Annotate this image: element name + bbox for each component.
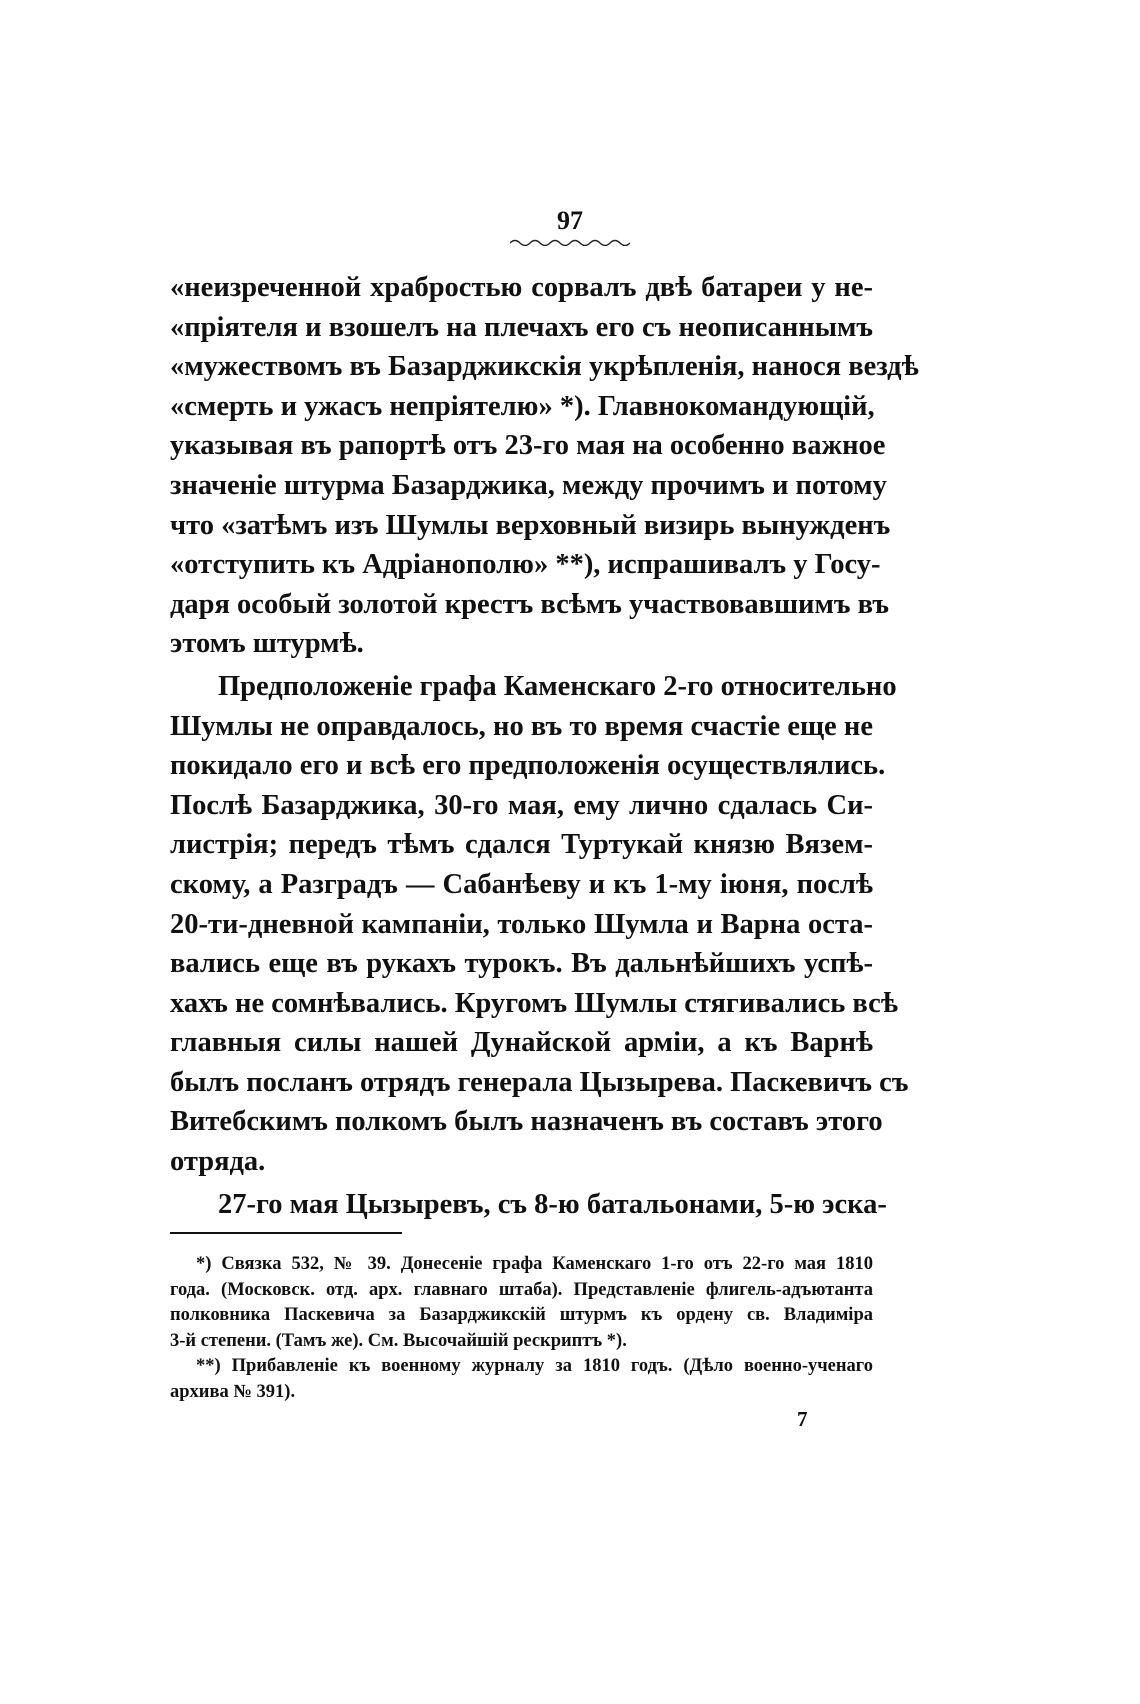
text-line: «пріятеля и взошелъ на плечахъ его съ неописаннымъ — [170, 311, 873, 343]
footnotes — [170, 1252, 873, 1406]
text-line: что «затѣмъ изъ Шумлы верховный визирь вынужденъ — [170, 509, 891, 541]
text-line: Предположеніе графа Каменскаго 2-го относительно — [218, 670, 897, 702]
text-line: указывая въ рапортѣ отъ 23-го мая на особенно важное — [170, 430, 886, 462]
text-line: листрія; передъ тѣмъ сдался Туртукай князю Вязем- — [170, 829, 873, 861]
text-line: Послѣ Базарджика, 30-го мая, ему лично сдалась Си- — [170, 789, 873, 821]
text-line: «отступить къ Адріанополю» **), испрашивалъ у Госу- — [170, 549, 881, 581]
page-number-text: 97 — [557, 206, 583, 235]
main-text — [170, 268, 919, 1224]
footnote-line: *) Связка 532, № 39. Донесеніе графа Каменскаго 1-го отъ 22-го мая 1810 — [196, 1254, 873, 1274]
text-line: главныя силы нашей Дунайской арміи, а къ Варнѣ — [170, 1027, 873, 1059]
footnote-line: архива № 391). — [170, 1381, 296, 1402]
footnote-divider — [170, 1232, 402, 1234]
footnote-line: года. (Московск. отд. арх. главнаго штаба). Представленіе флигель-адъютанта — [170, 1279, 873, 1300]
decorative-wave-ornament — [510, 238, 630, 246]
text-line: покидало его и всѣ его предположенія осуществлялись. — [170, 750, 886, 782]
text-line: скому, а Разградъ — Сабанѣеву и къ 1-му іюня, послѣ — [170, 868, 873, 900]
text-line: былъ посланъ отрядъ генерала Цызырева. Паскевичъ съ — [170, 1066, 909, 1098]
page-number — [0, 208, 1140, 246]
text-line: даря особый золотой крестъ всѣмъ участвовавшимъ въ — [170, 588, 889, 620]
text-line: «смерть и ужасъ непріятелю» *). Главнокомандующій, — [170, 390, 875, 422]
text-line: «неизреченной храбростью сорвалъ двѣ батареи у не- — [170, 272, 873, 303]
footnote-line: полковника Паскевича за Базарджикскій штурмъ къ ордену св. Владиміра — [170, 1305, 873, 1326]
text-line: вались еще въ рукахъ турокъ. Въ дальнѣйшихъ успѣ- — [170, 948, 873, 980]
text-line: отряда. — [170, 1146, 266, 1178]
text-line: «мужествомъ въ Базарджикскія укрѣпленія, нанося вездѣ — [170, 351, 919, 383]
text-line: значеніе штурма Базарджика, между прочимъ и потому — [170, 469, 887, 501]
footnote-line: **) Прибавленіе къ военному журналу за 1810 годъ. (Дѣло военно-ученаго — [196, 1356, 873, 1377]
text-line: Витебскимъ полкомъ былъ назначенъ въ составъ этого — [170, 1106, 883, 1138]
text-line: Шумлы не оправдалось, но въ то время счастіе еще не — [170, 710, 873, 742]
text-line: этомъ штурмѣ. — [170, 628, 364, 660]
printer-signature-mark: 7 — [797, 1407, 808, 1431]
footnote-line: 3-й степени. (Тамъ же). См. Высочайшій рескриптъ *). — [170, 1330, 627, 1351]
text-line: хахъ не сомнѣвались. Кругомъ Шумлы стягивались всѣ — [170, 987, 898, 1019]
text-line: 20-ти-дневной кампаніи, только Шумла и Варна оста- — [170, 908, 873, 940]
text-line: 27-го мая Цызыревъ, съ 8-ю батальонами, 5-ю эска- — [218, 1188, 887, 1220]
